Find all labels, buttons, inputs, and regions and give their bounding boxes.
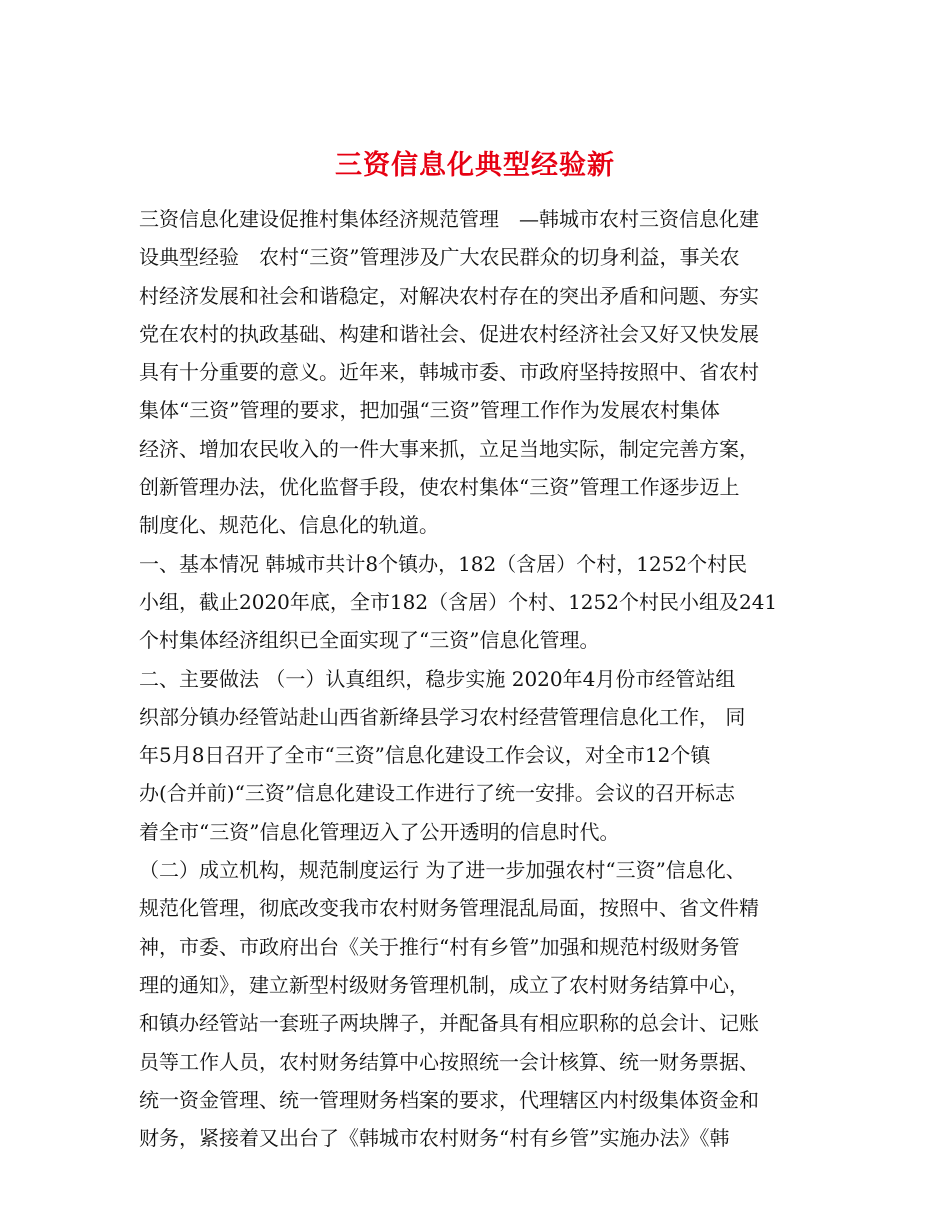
- document-body: [139, 200, 819, 1157]
- body-line: 小组，截止2020年底，全市182（含居）个村、1252个村民小组及241: [139, 589, 778, 614]
- body-line: 办(合并前)“三资”信息化建设工作进行了统一安排。会议的召开标志: [139, 781, 736, 806]
- body-line: 制度化、规范化、信息化的轨道。: [139, 513, 439, 538]
- body-line: 织部分镇办经管站赴山西省新绛县学习农村经营管理信息化工作， 同: [139, 704, 746, 729]
- body-line: 年5月8日召开了全市“三资”信息化建设工作会议，对全市12个镇: [139, 743, 711, 768]
- body-line: 和镇办经管站一套班子两块牌子，并配备具有相应职称的总会计、记账: [139, 1011, 759, 1036]
- body-line: 设典型经验 农村“三资”管理涉及广大农民群众的切身利益，事关农: [139, 245, 740, 270]
- body-line: 集体“三资”管理的要求，把加强“三资”管理工作作为发展农村集体: [139, 398, 720, 423]
- body-line: 财务，紧接着又出台了《韩城市农村财务“村有乡管”实施办法》《韩: [139, 1126, 730, 1151]
- body-line: 神，市委、市政府出台《关于推行“村有乡管”加强和规范村级财务管: [139, 934, 740, 959]
- body-line: 村经济发展和社会和谐稳定，对解决农村存在的突出矛盾和问题、夯实: [139, 283, 759, 308]
- body-line: 着全市“三资”信息化管理迈入了公开透明的信息时代。: [139, 819, 620, 844]
- body-line: 创新管理办法，优化监督手段，使农村集体“三资”管理工作逐步迈上: [139, 475, 740, 500]
- body-line: （二）成立机构，规范制度运行 为了进一步加强农村“三资”信息化、: [139, 858, 746, 883]
- body-line: 个村集体经济组织已全面实现了“三资”信息化管理。: [139, 628, 600, 653]
- body-line: 具有十分重要的意义。近年来，韩城市委、市政府坚持按照中、省农村: [139, 360, 759, 385]
- body-line: 三资信息化建设促推村集体经济规范管理 —韩城市农村三资信息化建: [139, 207, 759, 231]
- body-line: 规范化管理，彻底改变我市农村财务管理混乱局面，按照中、省文件精: [139, 896, 759, 921]
- body-line: 理的通知》，建立新型村级财务管理机制，成立了农村财务结算中心，: [139, 972, 749, 997]
- body-line: 二、主要做法 （一）认真组织，稳步实施 2020年4月份市经管站组: [139, 666, 736, 691]
- document-title: 三资信息化典型经验新: [335, 150, 615, 182]
- body-line: 统一资金管理、统一管理财务档案的要求，代理辖区内村级集体资金和: [139, 1087, 759, 1112]
- body-line: 员等工作人员，农村财务结算中心按照统一会计核算、统一财务票据、: [139, 1049, 759, 1074]
- body-line: 党在农村的执政基础、构建和谐社会、促进农村经济社会又好又快发展: [139, 321, 759, 346]
- body-line: 经济、增加农民收入的一件大事来抓，立足当地实际，制定完善方案，: [139, 436, 759, 461]
- body-line: 一、基本情况 韩城市共计8个镇办，182（含居）个村，1252个村民: [139, 551, 748, 576]
